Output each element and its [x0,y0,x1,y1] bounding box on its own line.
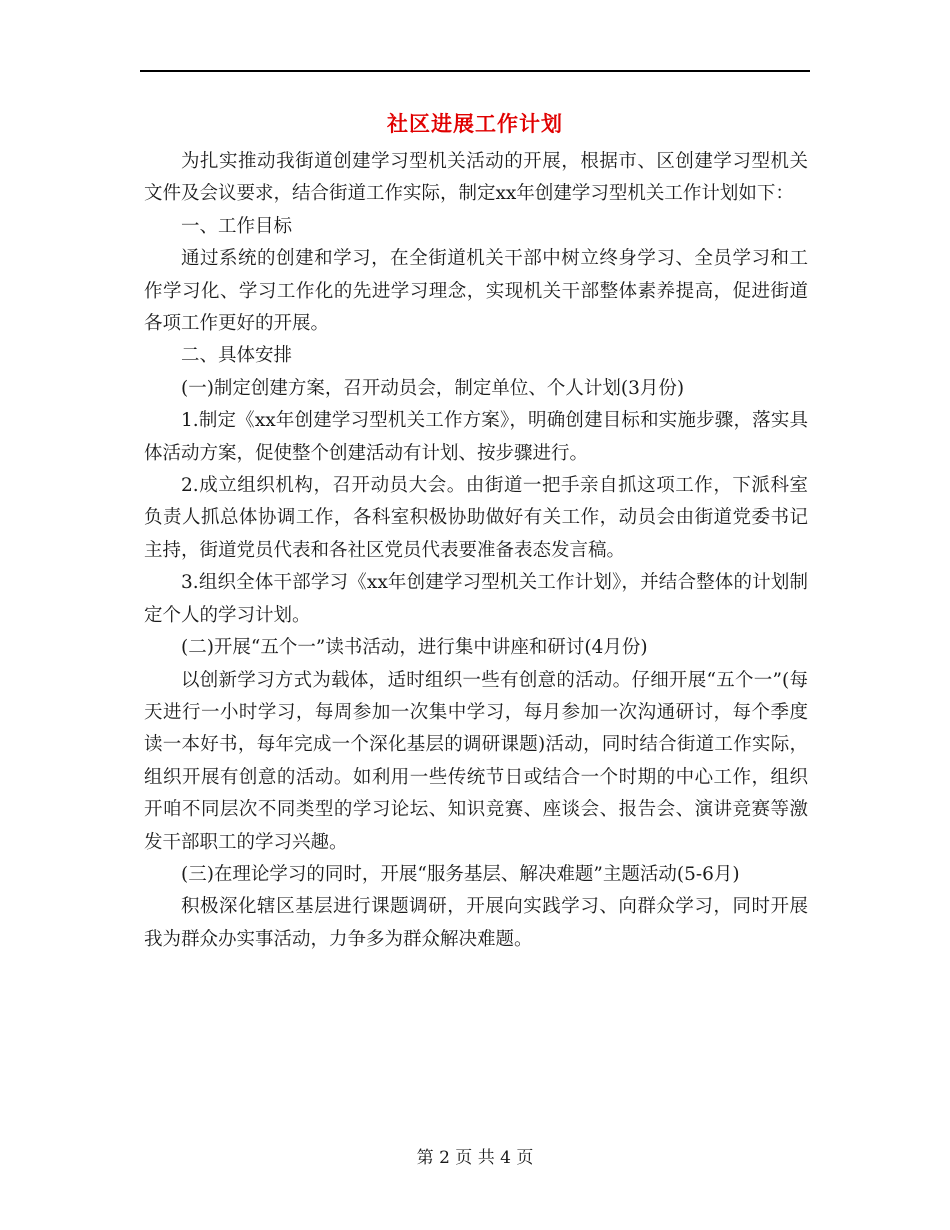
paragraph-item-1: 1.制定《xx年创建学习型机关工作方案》，明确创建目标和实施步骤，落实具体活动方案，促使整个创建活动有计划、按步骤进行。 [144,410,808,464]
subheading-phase-3: (三)在理论学习的同时，开展“服务基层、解决难题”主题活动(5-6月) [181,863,740,885]
heading-arrangements: 二、具体安排 [181,345,293,367]
subheading-phase-1: (一)制定创建方案，召开动员会，制定单位、个人计划(3月份) [181,377,685,399]
paragraph-goals: 通过系统的创建和学习，在全街道机关干部中树立终身学习、全员学习和工作学习化、学习工作化的先进学习理念，实现机关干部整体素养提高，促进街道各项工作更好的开展。 [144,248,808,335]
paragraph-item-2: 2.成立组织机构，召开动员大会。由街道一把手亲自抓这项工作，下派科室负责人抓总体协调工作，各科室积极协助做好有关工作，动员会由街道党委书记主持，街道党员代表和各社区党员代表要准备表态发言稿。 [144,475,808,561]
paragraph-phase-3: 积极深化辖区基层进行课题调研，开展向实践学习、向群众学习，同时开展我为群众办实事活动，力争多为群众解决难题。 [144,896,808,950]
paragraph-phase-2: 以创新学习方式为载体，适时组织一些有创意的活动。仔细开展“五个一”(每天进行一小时学习，每周参加一次集中学习，每月参加一次沟通研讨，每个季度读一本好书，每年完成一个深化基层的调研课题)活动，同时结合街道工作实际，组织开展有创意的活动。如利用一些传统节日或结合一个时期的中心工作，组织开咱不同层次不同类型的学习论坛、知识竞赛、座谈会、报告会、演讲竞赛等激发干部职工的学习兴趣。 [144,669,808,853]
subheading-phase-2: (二)开展“五个一”读书活动，进行集中讲座和研讨(4月份) [181,637,648,659]
paragraph-intro: 为扎实推动我街道创建学习型机关活动的开展，根据市、区创建学习型机关文件及会议要求，结合街道工作实际，制定xx年创建学习型机关工作计划如下： [144,151,808,205]
page-number-footer: 第 2 页 共 4 页 [416,1148,534,1168]
paragraph-item-3: 3.组织全体干部学习《xx年创建学习型机关工作计划》，并结合整体的计划制定个人的学习计划。 [144,572,808,626]
heading-work-goals: 一、工作目标 [181,215,293,237]
header-rule [140,70,810,72]
document-body [144,146,808,956]
document-title: 社区进展工作计划 [387,111,563,136]
